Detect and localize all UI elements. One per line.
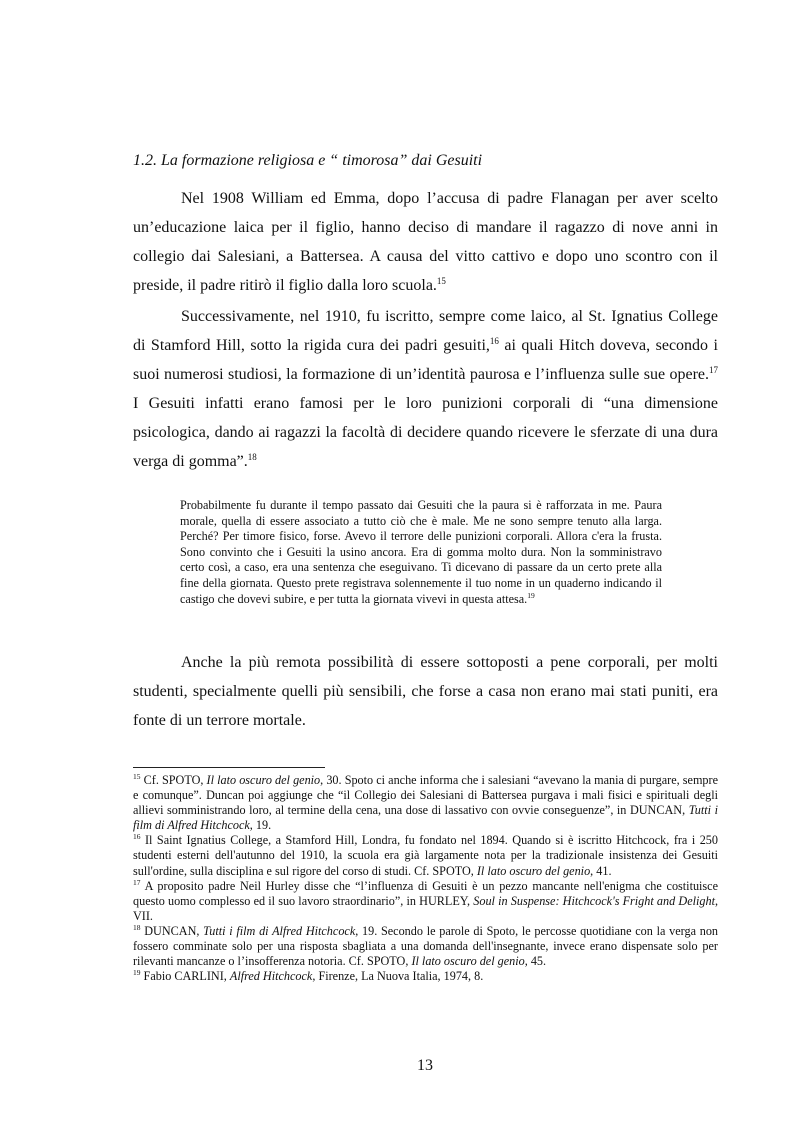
block-quote xyxy=(180,498,662,607)
footnote-text: Il Saint Ignatius College, a Stamford Hill, Londra, fu fondato nel 1894. Quando si è iscritto Hitchcock, fra i 250 studenti esterni dell'autunno del 1910, la scuola era già largamente nota per la tradizionale insistenza dei Gesuiti sull'ordine, sulla disciplina e sul rigore del corso di studi. Cf. SPOTO, xyxy=(133,833,718,878)
footnote-ref-18[interactable]: 18 xyxy=(247,452,257,462)
footnote-title: Tutti i film di Alfred Hitchcock xyxy=(203,923,356,938)
footnote-17 xyxy=(133,879,718,924)
footnote-text: Fabio CARLINI, xyxy=(140,969,230,984)
footnote-18 xyxy=(133,924,718,969)
quote-text: Probabilmente fu durante il tempo passato dai Gesuiti che la paura si è rafforzata in me. Paura morale, quella di essere associato a tutto ciò che è male. Me ne sono sempre tenuto alla larga. Perché? Per timore fisico, forse. Avevo il terrore delle punizioni corporali. Allora c'era la frusta. Sono convinto che i Gesuiti la usino ancora. Era di gomma molto dura. Non la somministravo certo così, a caso, era una sentenza che eseguivano. Ti dicevano di passare da un certo prete alla fine della giornata. Questo prete registrava solennemente il tuo nome in un quaderno indicando il castigo che dovevi subire, e per tutta la giornata vivevi in questa attesa. xyxy=(180,498,662,606)
footnote-ref-17[interactable]: 17 xyxy=(709,365,718,375)
footnote-number: 19 xyxy=(133,968,141,978)
footnote-text: , Firenze, La Nuova Italia, 1974, 8. xyxy=(312,969,484,984)
footnote-separator xyxy=(133,767,325,768)
footnote-text: , 45. xyxy=(524,954,547,969)
paragraph-text: Anche la più remota possibilità di essere sottoposti a pene corporali, per molti studenti, specialmente quelli più sensibili, che forse a casa non erano mai stati puniti, era fonte di un terrore mortale. xyxy=(133,654,718,729)
footnote-text: Cf. SPOTO, xyxy=(140,773,207,787)
footnote-ref-15[interactable]: 15 xyxy=(436,276,446,286)
footnote-number: 18 xyxy=(133,922,141,932)
footnote-title: Soul in Suspense: Hitchcock's Fright and Delight xyxy=(473,893,715,908)
footnote-text: , 19. xyxy=(249,818,272,833)
footnote-text: , 30. Spoto ci anche informa che i salesiani “avevano la mania di purgare, sempre e comunque”. Duncan poi aggiunge che “il Collegio dei Salesiani di Battersea purgava i mali fisici e spirituali degli allievi somministrando loro, al termine della cena, una dose di lassativo con ovvie conseguenze”, in DUNCAN, xyxy=(133,773,718,818)
footnote-text: , 19. Secondo le parole di Spoto, le percosse quotidiane con la verga non fossero comminate solo per una risposta sbagliata a una domanda dell'insegnante, invece erano dispensate solo per rilevanti mancanze o l’insofferenza notoria. Cf. SPOTO, xyxy=(133,923,719,969)
footnote-text: , 41. xyxy=(590,863,612,878)
footnote-title: Il lato oscuro del genio xyxy=(206,773,321,787)
paragraph-text: I Gesuiti infatti erano famosi per le loro punizioni corporali di “una dimensione psicologica, dando ai ragazzi la facoltà di decidere quando ricevere le sferzate di una dura verga di gomma”. xyxy=(133,395,718,470)
footnote-title: Il lato oscuro del genio xyxy=(476,863,591,878)
footnote-title: Tutti i film di Alfred Hitchcock xyxy=(133,803,718,833)
footnote-text: A proposito padre Neil Hurley disse che “l’influenza di Gesuiti è un pezzo mancante nell'enigma che costituisce questo uomo complesso ed il suo lavoro straordinario”, in HURLEY, xyxy=(133,878,718,908)
paragraph-text: Nel 1908 William ed Emma, dopo l’accusa di padre Flanagan per aver scelto un’educazione laica per il figlio, hanno deciso di mandare il ragazzo di nove anni in collegio dai Salesiani, a Battersea. A causa del vitto cattivo e dopo uno scontro con il preside, il padre ritirò il figlio dalla loro scuola. xyxy=(133,190,718,294)
section-heading: 1.2. La formazione religiosa e “ timorosa” dai Gesuiti xyxy=(133,152,483,169)
page-number: 13 xyxy=(417,1057,433,1074)
footnote-ref-16[interactable]: 16 xyxy=(489,336,499,346)
body-paragraph-1 xyxy=(133,184,718,300)
footnote-text: , VII. xyxy=(133,893,718,923)
footnote-title: Il lato oscuro del genio xyxy=(411,954,525,969)
footnote-title: Alfred Hitchcock xyxy=(229,969,313,984)
body-paragraph-3 xyxy=(133,648,718,735)
footnote-number: 16 xyxy=(133,832,141,842)
paragraph-text: ai quali Hitch doveva, secondo i suoi numerosi studiosi, la formazione di un’identità paurosa e l’influenza sulle sue opere. xyxy=(133,337,718,383)
body-paragraph-2 xyxy=(133,302,718,476)
footnote-number: 15 xyxy=(133,772,141,781)
footnote-15 xyxy=(133,773,718,833)
footnote-ref-19[interactable]: 19 xyxy=(527,590,535,600)
footnote-text: DUNCAN, xyxy=(140,923,204,938)
footnote-16 xyxy=(133,833,718,878)
footnote-19 xyxy=(133,969,718,984)
footnotes-section xyxy=(133,773,718,984)
paragraph-text: Successivamente, nel 1910, fu iscritto, sempre come laico, al St. Ignatius College di Stamford Hill, sotto la rigida cura dei padri gesuiti, xyxy=(133,308,718,354)
footnote-number: 17 xyxy=(133,877,141,887)
